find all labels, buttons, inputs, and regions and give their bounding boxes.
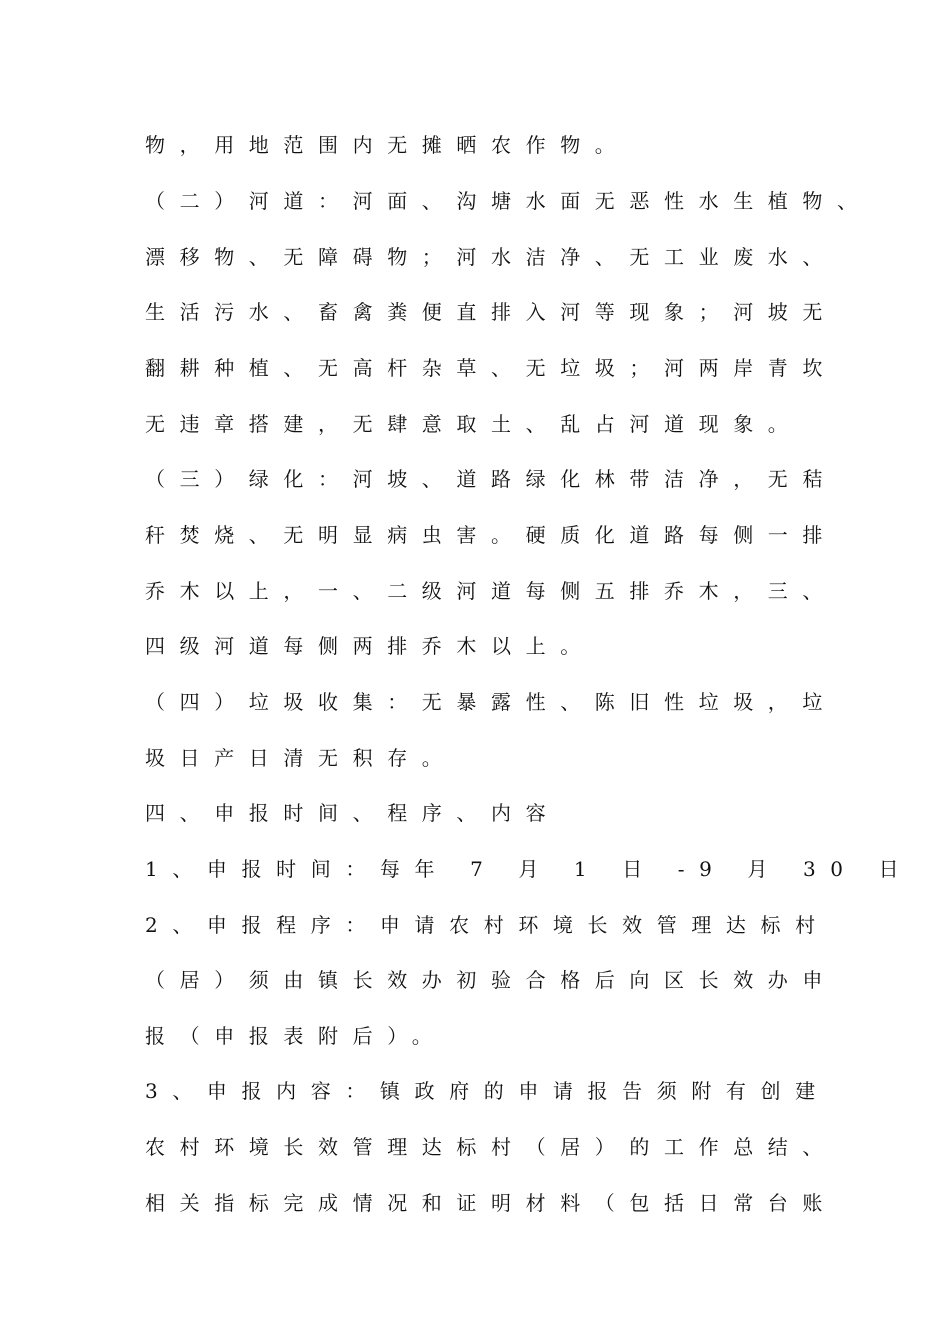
text-line: （居）须由镇长效办初验合格后向区长效办申 xyxy=(145,968,837,992)
text-line: 报（申报表附后）。 xyxy=(145,1024,447,1048)
text-line: 物，用地范围内无摊晒农作物。 xyxy=(145,133,630,157)
text-line: 乔木以上，一、二级河道每侧五排乔木，三、 xyxy=(145,579,837,603)
text-line: 生活污水、畜禽粪便直排入河等现象；河坡无 xyxy=(145,300,837,324)
text-line: 无违章搭建，无肆意取土、乱占河道现象。 xyxy=(145,412,803,436)
text-line: （三）绿化：河坡、道路绿化林带洁净，无秸 xyxy=(145,467,837,491)
text-line: 相关指标完成情况和证明材料（包括日常台账 xyxy=(145,1191,837,1215)
text-line: 3、申报内容：镇政府的申请报告须附有创建 xyxy=(145,1079,830,1103)
text-line: 翻耕种植、无高杆杂草、无垃圾；河两岸青坎 xyxy=(145,356,837,380)
text-line: 圾日产日清无积存。 xyxy=(145,746,457,770)
text-line: 漂移物、无障碍物；河水洁净、无工业废水、 xyxy=(145,245,837,269)
text-line: 秆焚烧、无明显病虫害。硬质化道路每侧一排 xyxy=(145,523,837,547)
text-line: 2、申报程序：申请农村环境长效管理达标村 xyxy=(145,913,830,937)
text-line: （二）河道：河面、沟塘水面无恶性水生植物、 xyxy=(145,189,872,213)
text-line: （四）垃圾收集：无暴露性、陈旧性垃圾，垃 xyxy=(145,690,837,714)
text-line: 农村环境长效管理达标村（居）的工作总结、 xyxy=(145,1135,837,1159)
section-heading: 四、申报时间、程序、内容 xyxy=(145,801,561,825)
text-line: 四级河道每侧两排乔木以上。 xyxy=(145,634,595,658)
text-line: 1、申报时间：每年 7 月 1 日 -9 月 30 日 xyxy=(145,857,914,881)
